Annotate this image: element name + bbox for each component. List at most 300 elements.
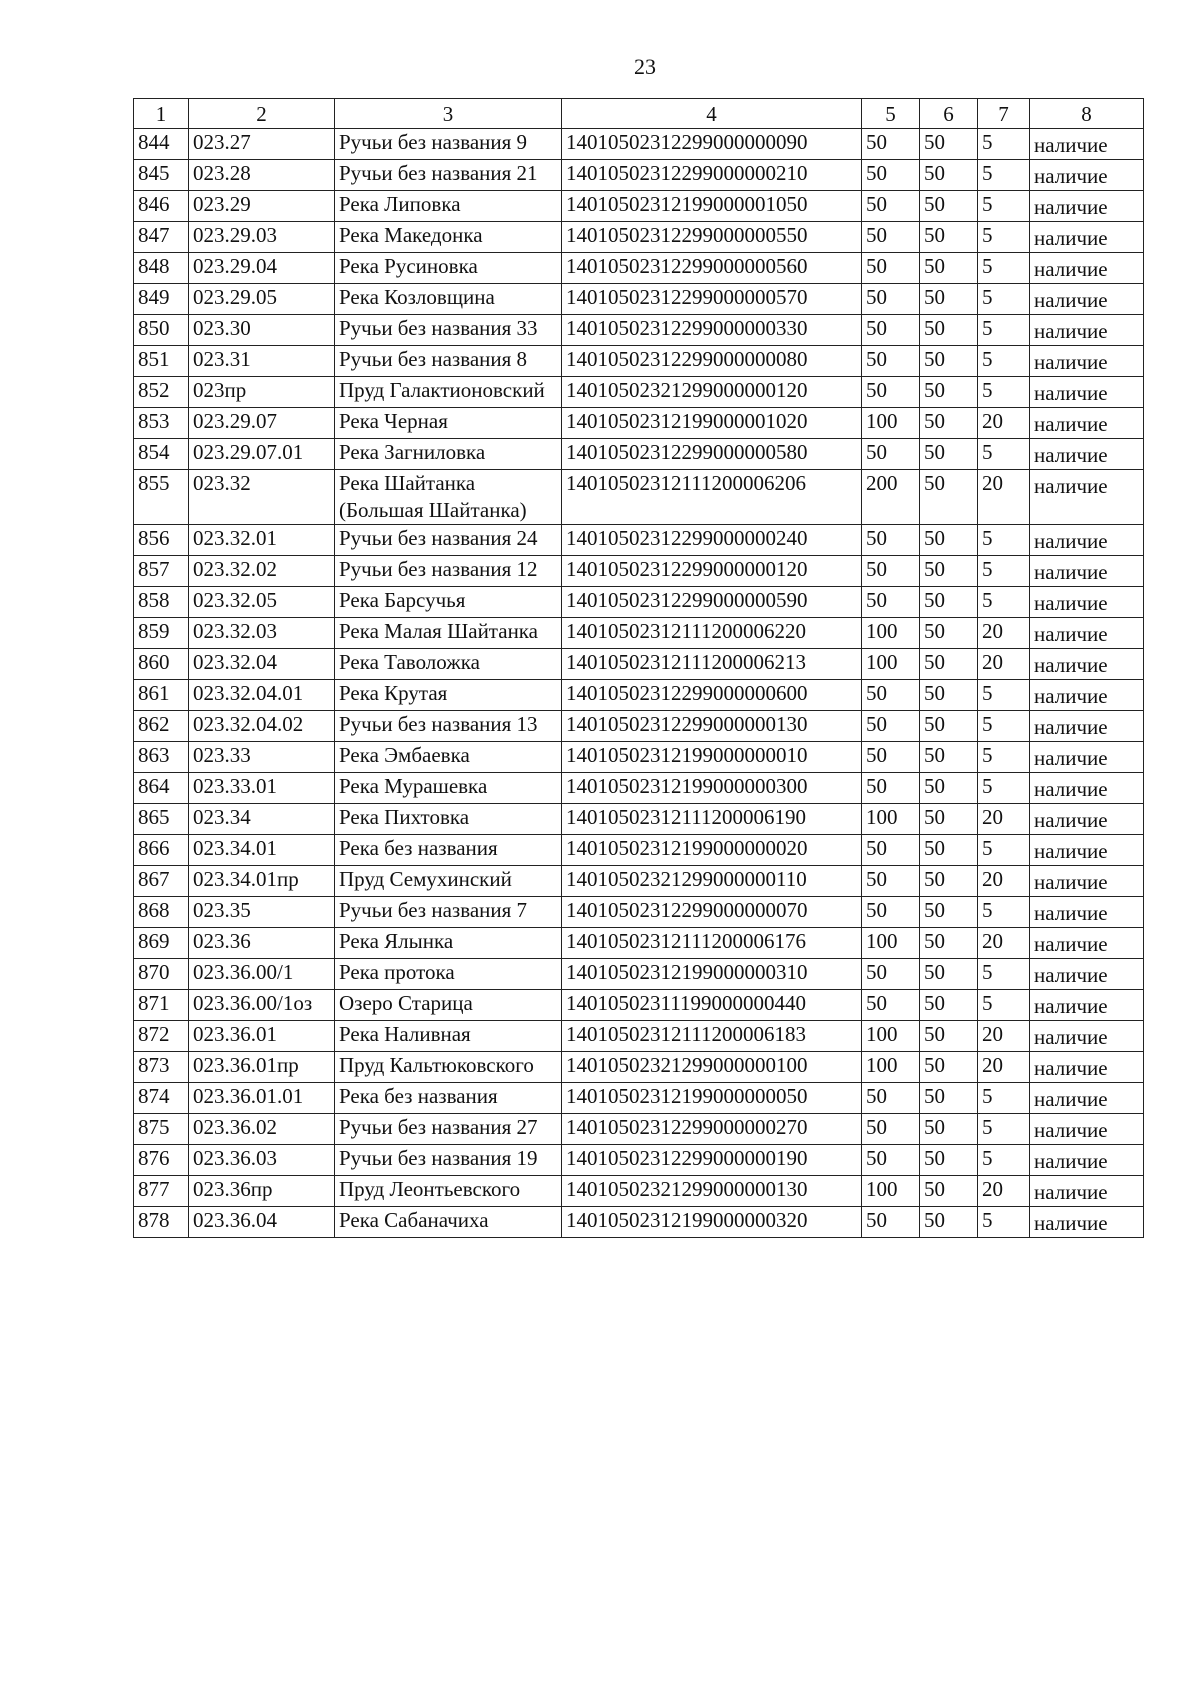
availability-cell: наличие (1030, 315, 1144, 346)
value-col-5-cell: 50 (862, 1114, 920, 1145)
value-col-6-cell: 50 (920, 346, 978, 377)
value-col-5-cell: 50 (862, 222, 920, 253)
value-col-7-cell: 20 (978, 1176, 1030, 1207)
value-col-5-cell: 50 (862, 315, 920, 346)
value-col-6-cell: 50 (920, 160, 978, 191)
value-col-7-cell: 5 (978, 773, 1030, 804)
value-col-6-cell: 50 (920, 556, 978, 587)
table-row (134, 1145, 1144, 1176)
value-col-6-cell: 50 (920, 587, 978, 618)
registry-code-cell: 14010502312299000000210 (562, 160, 862, 191)
value-col-5-cell: 100 (862, 649, 920, 680)
table-row (134, 191, 1144, 222)
table-row (134, 804, 1144, 835)
availability-cell: наличие (1030, 1052, 1144, 1083)
registry-code-cell: 14010502312111200006213 (562, 649, 862, 680)
object-code-cell: 023.29.07 (189, 408, 335, 439)
availability-cell: наличие (1030, 377, 1144, 408)
table-row (134, 346, 1144, 377)
value-col-5-cell: 50 (862, 129, 920, 160)
table-row (134, 1083, 1144, 1114)
availability-cell: наличие (1030, 959, 1144, 990)
availability-cell: наличие (1030, 990, 1144, 1021)
availability-cell: наличие (1030, 773, 1144, 804)
table-row (134, 556, 1144, 587)
row-number-cell: 870 (134, 959, 189, 990)
value-col-6-cell: 50 (920, 773, 978, 804)
value-col-5-cell: 50 (862, 990, 920, 1021)
value-col-5-cell: 50 (862, 253, 920, 284)
value-col-6-cell: 50 (920, 525, 978, 556)
object-code-cell: 023.32 (189, 470, 335, 525)
object-name-cell: Ручьи без названия 33 (335, 315, 562, 346)
value-col-7-cell: 5 (978, 160, 1030, 191)
row-number-cell: 848 (134, 253, 189, 284)
value-col-7-cell: 5 (978, 377, 1030, 408)
value-col-5-cell: 50 (862, 1207, 920, 1238)
registry-code-cell: 14010502312299000000330 (562, 315, 862, 346)
availability-cell: наличие (1030, 649, 1144, 680)
table-row (134, 1207, 1144, 1238)
registry-code-cell: 14010502312299000000590 (562, 587, 862, 618)
value-col-7-cell: 20 (978, 470, 1030, 525)
object-name-cell: Река Наливная (335, 1021, 562, 1052)
availability-cell: наличие (1030, 222, 1144, 253)
value-col-5-cell: 50 (862, 680, 920, 711)
object-name-cell: Пруд Леонтьевского (335, 1176, 562, 1207)
value-col-5-cell: 50 (862, 284, 920, 315)
table-row (134, 1114, 1144, 1145)
object-name-cell: Ручьи без названия 9 (335, 129, 562, 160)
value-col-7-cell: 5 (978, 959, 1030, 990)
value-col-5-cell: 100 (862, 618, 920, 649)
object-name-cell: Река Пихтовка (335, 804, 562, 835)
table-row (134, 160, 1144, 191)
object-name-cell: Река Барсучья (335, 587, 562, 618)
object-code-cell: 023.36.01 (189, 1021, 335, 1052)
table-row (134, 742, 1144, 773)
value-col-5-cell: 50 (862, 866, 920, 897)
value-col-7-cell: 5 (978, 129, 1030, 160)
value-col-7-cell: 20 (978, 804, 1030, 835)
object-code-cell: 023.32.05 (189, 587, 335, 618)
value-col-7-cell: 20 (978, 649, 1030, 680)
row-number-cell: 846 (134, 191, 189, 222)
registry-code-cell: 14010502312299000000090 (562, 129, 862, 160)
row-number-cell: 859 (134, 618, 189, 649)
row-number-cell: 874 (134, 1083, 189, 1114)
value-col-5-cell: 50 (862, 346, 920, 377)
row-number-cell: 853 (134, 408, 189, 439)
object-name-cell: Река Липовка (335, 191, 562, 222)
value-col-7-cell: 20 (978, 1052, 1030, 1083)
registry-code-cell: 14010502312199000000320 (562, 1207, 862, 1238)
availability-cell: наличие (1030, 346, 1144, 377)
object-code-cell: 023.28 (189, 160, 335, 191)
availability-cell: наличие (1030, 129, 1144, 160)
value-col-7-cell: 5 (978, 742, 1030, 773)
column-header-1: 1 (134, 99, 189, 129)
object-name-cell: Река Малая Шайтанка (335, 618, 562, 649)
value-col-5-cell: 50 (862, 160, 920, 191)
availability-cell: наличие (1030, 556, 1144, 587)
availability-cell: наличие (1030, 587, 1144, 618)
value-col-7-cell: 5 (978, 525, 1030, 556)
value-col-5-cell: 50 (862, 711, 920, 742)
column-header-4: 4 (562, 99, 862, 129)
object-name-cell: Река без названия (335, 835, 562, 866)
value-col-6-cell: 50 (920, 284, 978, 315)
value-col-6-cell: 50 (920, 680, 978, 711)
table-row (134, 470, 1144, 525)
object-code-cell: 023.34.01 (189, 835, 335, 866)
column-header-8: 8 (1030, 99, 1144, 129)
object-code-cell: 023.32.04 (189, 649, 335, 680)
availability-cell: наличие (1030, 284, 1144, 315)
table-row (134, 928, 1144, 959)
availability-cell: наличие (1030, 835, 1144, 866)
object-name-cell: Река Козловщина (335, 284, 562, 315)
value-col-7-cell: 5 (978, 680, 1030, 711)
row-number-cell: 857 (134, 556, 189, 587)
value-col-7-cell: 5 (978, 315, 1030, 346)
availability-cell: наличие (1030, 742, 1144, 773)
table-row (134, 377, 1144, 408)
value-col-7-cell: 20 (978, 408, 1030, 439)
registry-code-cell: 14010502312199000000010 (562, 742, 862, 773)
object-code-cell: 023.33.01 (189, 773, 335, 804)
row-number-cell: 851 (134, 346, 189, 377)
value-col-5-cell: 50 (862, 587, 920, 618)
registry-code-cell: 14010502321299000000100 (562, 1052, 862, 1083)
value-col-6-cell: 50 (920, 1083, 978, 1114)
registry-code-cell: 14010502312299000000270 (562, 1114, 862, 1145)
object-name-cell: Пруд Семухинский (335, 866, 562, 897)
availability-cell: наличие (1030, 160, 1144, 191)
object-code-cell: 023.34.01пр (189, 866, 335, 897)
row-number-cell: 878 (134, 1207, 189, 1238)
object-code-cell: 023.36.03 (189, 1145, 335, 1176)
value-col-7-cell: 5 (978, 1207, 1030, 1238)
value-col-7-cell: 5 (978, 1114, 1030, 1145)
object-code-cell: 023.33 (189, 742, 335, 773)
value-col-7-cell: 5 (978, 990, 1030, 1021)
column-header-6: 6 (920, 99, 978, 129)
table-row (134, 222, 1144, 253)
table-body (134, 129, 1144, 1238)
table-row (134, 897, 1144, 928)
table-row (134, 408, 1144, 439)
availability-cell: наличие (1030, 1176, 1144, 1207)
value-col-7-cell: 5 (978, 556, 1030, 587)
object-name-cell: Ручьи без названия 19 (335, 1145, 562, 1176)
row-number-cell: 844 (134, 129, 189, 160)
value-col-7-cell: 5 (978, 253, 1030, 284)
table-header (134, 99, 1144, 129)
object-name-cell: Ручьи без названия 8 (335, 346, 562, 377)
value-col-6-cell: 50 (920, 439, 978, 470)
row-number-cell: 856 (134, 525, 189, 556)
table-row (134, 959, 1144, 990)
registry-code-cell: 14010502312299000000190 (562, 1145, 862, 1176)
value-col-6-cell: 50 (920, 804, 978, 835)
column-header-7: 7 (978, 99, 1030, 129)
value-col-5-cell: 50 (862, 897, 920, 928)
object-name-cell: Река без названия (335, 1083, 562, 1114)
availability-cell: наличие (1030, 525, 1144, 556)
object-code-cell: 023.36.04 (189, 1207, 335, 1238)
value-col-7-cell: 20 (978, 1021, 1030, 1052)
registry-code-cell: 14010502312299000000550 (562, 222, 862, 253)
value-col-6-cell: 50 (920, 928, 978, 959)
row-number-cell: 864 (134, 773, 189, 804)
registry-code-cell: 14010502312299000000580 (562, 439, 862, 470)
object-code-cell: 023.34 (189, 804, 335, 835)
row-number-cell: 862 (134, 711, 189, 742)
value-col-5-cell: 50 (862, 377, 920, 408)
value-col-5-cell: 50 (862, 959, 920, 990)
table-row (134, 680, 1144, 711)
object-code-cell: 023.30 (189, 315, 335, 346)
value-col-7-cell: 5 (978, 191, 1030, 222)
row-number-cell: 850 (134, 315, 189, 346)
row-number-cell: 855 (134, 470, 189, 525)
table-row (134, 835, 1144, 866)
object-code-cell: 023.29.04 (189, 253, 335, 284)
object-name-cell: Ручьи без названия 7 (335, 897, 562, 928)
value-col-5-cell: 50 (862, 439, 920, 470)
registry-code-cell: 14010502321299000000120 (562, 377, 862, 408)
table-row (134, 525, 1144, 556)
registry-code-cell: 14010502312111200006220 (562, 618, 862, 649)
object-name-cell: Река Загниловка (335, 439, 562, 470)
availability-cell: наличие (1030, 928, 1144, 959)
value-col-5-cell: 100 (862, 1052, 920, 1083)
table-row (134, 773, 1144, 804)
object-name-cell: Река Сабаначиха (335, 1207, 562, 1238)
registry-code-cell: 14010502312299000000240 (562, 525, 862, 556)
value-col-7-cell: 5 (978, 1083, 1030, 1114)
object-code-cell: 023.36.00/1 (189, 959, 335, 990)
registry-code-cell: 14010502312199000000300 (562, 773, 862, 804)
object-name-cell: Ручьи без названия 21 (335, 160, 562, 191)
object-code-cell: 023.36пр (189, 1176, 335, 1207)
value-col-6-cell: 50 (920, 377, 978, 408)
row-number-cell: 867 (134, 866, 189, 897)
object-name-cell: Река Таволожка (335, 649, 562, 680)
object-name-cell: Река Русиновка (335, 253, 562, 284)
object-code-cell: 023.36 (189, 928, 335, 959)
value-col-7-cell: 5 (978, 711, 1030, 742)
object-code-cell: 023.29.03 (189, 222, 335, 253)
value-col-6-cell: 50 (920, 959, 978, 990)
row-number-cell: 877 (134, 1176, 189, 1207)
value-col-5-cell: 50 (862, 556, 920, 587)
object-code-cell: 023.35 (189, 897, 335, 928)
value-col-5-cell: 100 (862, 1021, 920, 1052)
object-code-cell: 023.32.01 (189, 525, 335, 556)
table-row (134, 711, 1144, 742)
object-code-cell: 023.31 (189, 346, 335, 377)
value-col-6-cell: 50 (920, 253, 978, 284)
value-col-5-cell: 100 (862, 408, 920, 439)
registry-code-cell: 14010502312199000001050 (562, 191, 862, 222)
value-col-5-cell: 100 (862, 928, 920, 959)
registry-code-cell: 14010502312299000000130 (562, 711, 862, 742)
row-number-cell: 871 (134, 990, 189, 1021)
object-code-cell: 023.32.04.02 (189, 711, 335, 742)
row-number-cell: 866 (134, 835, 189, 866)
object-code-cell: 023.32.02 (189, 556, 335, 587)
row-number-cell: 847 (134, 222, 189, 253)
row-number-cell: 858 (134, 587, 189, 618)
water-objects-table (133, 98, 1144, 1238)
row-number-cell: 849 (134, 284, 189, 315)
row-number-cell: 861 (134, 680, 189, 711)
registry-code-cell: 14010502311199000000440 (562, 990, 862, 1021)
table-row (134, 284, 1144, 315)
registry-code-cell: 14010502312299000000600 (562, 680, 862, 711)
object-code-cell: 023.36.02 (189, 1114, 335, 1145)
table-row (134, 618, 1144, 649)
page-number: 23 (634, 54, 656, 79)
value-col-7-cell: 20 (978, 866, 1030, 897)
object-code-cell: 023.32.03 (189, 618, 335, 649)
value-col-6-cell: 50 (920, 470, 978, 525)
value-col-5-cell: 50 (862, 742, 920, 773)
value-col-5-cell: 50 (862, 191, 920, 222)
availability-cell: наличие (1030, 470, 1144, 525)
registry-code-cell: 14010502312299000000560 (562, 253, 862, 284)
row-number-cell: 860 (134, 649, 189, 680)
value-col-6-cell: 50 (920, 408, 978, 439)
registry-code-cell: 14010502312199000000050 (562, 1083, 862, 1114)
object-name-cell: Ручьи без названия 27 (335, 1114, 562, 1145)
object-name-cell: Река Эмбаевка (335, 742, 562, 773)
row-number-cell: 854 (134, 439, 189, 470)
registry-code-cell: 14010502321299000000110 (562, 866, 862, 897)
registry-code-cell: 14010502312299000000080 (562, 346, 862, 377)
object-code-cell: 023.36.01.01 (189, 1083, 335, 1114)
object-name-cell: Пруд Кальтюковского (335, 1052, 562, 1083)
object-name-cell: Река Мурашевка (335, 773, 562, 804)
value-col-5-cell: 50 (862, 1083, 920, 1114)
table-row (134, 129, 1144, 160)
value-col-6-cell: 50 (920, 1052, 978, 1083)
object-name-cell: Ручьи без названия 24 (335, 525, 562, 556)
table-row (134, 649, 1144, 680)
table-row (134, 587, 1144, 618)
value-col-6-cell: 50 (920, 222, 978, 253)
registry-code-cell: 14010502312111200006183 (562, 1021, 862, 1052)
availability-cell: наличие (1030, 711, 1144, 742)
availability-cell: наличие (1030, 1207, 1144, 1238)
value-col-6-cell: 50 (920, 1207, 978, 1238)
availability-cell: наличие (1030, 1021, 1144, 1052)
value-col-6-cell: 50 (920, 742, 978, 773)
value-col-6-cell: 50 (920, 897, 978, 928)
row-number-cell: 873 (134, 1052, 189, 1083)
value-col-5-cell: 50 (862, 525, 920, 556)
table-row (134, 990, 1144, 1021)
row-number-cell: 845 (134, 160, 189, 191)
object-name-cell: Река Крутая (335, 680, 562, 711)
object-name-cell: Река Ялынка (335, 928, 562, 959)
registry-code-cell: 14010502312111200006190 (562, 804, 862, 835)
table-row (134, 866, 1144, 897)
value-col-6-cell: 50 (920, 1176, 978, 1207)
value-col-7-cell: 5 (978, 897, 1030, 928)
row-number-cell: 865 (134, 804, 189, 835)
object-name-cell: Озеро Старица (335, 990, 562, 1021)
value-col-7-cell: 5 (978, 439, 1030, 470)
registry-code-cell: 14010502312299000000070 (562, 897, 862, 928)
value-col-5-cell: 50 (862, 835, 920, 866)
object-code-cell: 023.29.07.01 (189, 439, 335, 470)
registry-code-cell: 14010502312111200006206 (562, 470, 862, 525)
value-col-7-cell: 20 (978, 618, 1030, 649)
value-col-7-cell: 20 (978, 928, 1030, 959)
row-number-cell: 869 (134, 928, 189, 959)
registry-code-cell: 14010502312199000001020 (562, 408, 862, 439)
value-col-6-cell: 50 (920, 315, 978, 346)
registry-code-cell: 14010502321299000000130 (562, 1176, 862, 1207)
value-col-7-cell: 5 (978, 587, 1030, 618)
availability-cell: наличие (1030, 253, 1144, 284)
object-name-cell: Ручьи без названия 12 (335, 556, 562, 587)
object-code-cell: 023.29.05 (189, 284, 335, 315)
object-name-cell: Ручьи без названия 13 (335, 711, 562, 742)
column-header-5: 5 (862, 99, 920, 129)
registry-code-cell: 14010502312199000000020 (562, 835, 862, 866)
table-row (134, 253, 1144, 284)
object-name-cell: Река Македонка (335, 222, 562, 253)
availability-cell: наличие (1030, 408, 1144, 439)
value-col-7-cell: 5 (978, 284, 1030, 315)
table-row (134, 1176, 1144, 1207)
availability-cell: наличие (1030, 191, 1144, 222)
availability-cell: наличие (1030, 1083, 1144, 1114)
value-col-5-cell: 200 (862, 470, 920, 525)
availability-cell: наличие (1030, 804, 1144, 835)
table-row (134, 1021, 1144, 1052)
object-name-cell: Река Черная (335, 408, 562, 439)
value-col-6-cell: 50 (920, 990, 978, 1021)
availability-cell: наличие (1030, 618, 1144, 649)
object-code-cell: 023.29 (189, 191, 335, 222)
row-number-cell: 872 (134, 1021, 189, 1052)
value-col-6-cell: 50 (920, 191, 978, 222)
row-number-cell: 876 (134, 1145, 189, 1176)
value-col-7-cell: 5 (978, 346, 1030, 377)
value-col-6-cell: 50 (920, 711, 978, 742)
object-code-cell: 023.36.00/1оз (189, 990, 335, 1021)
value-col-5-cell: 50 (862, 773, 920, 804)
availability-cell: наличие (1030, 439, 1144, 470)
object-name-cell: Река Шайтанка (Большая Шайтанка) (335, 470, 562, 525)
value-col-6-cell: 50 (920, 649, 978, 680)
table-row (134, 439, 1144, 470)
registry-code-cell: 14010502312299000000570 (562, 284, 862, 315)
value-col-6-cell: 50 (920, 1114, 978, 1145)
value-col-5-cell: 100 (862, 1176, 920, 1207)
object-code-cell: 023.36.01пр (189, 1052, 335, 1083)
value-col-5-cell: 50 (862, 1145, 920, 1176)
availability-cell: наличие (1030, 897, 1144, 928)
row-number-cell: 863 (134, 742, 189, 773)
header-row (134, 99, 1144, 129)
value-col-6-cell: 50 (920, 618, 978, 649)
